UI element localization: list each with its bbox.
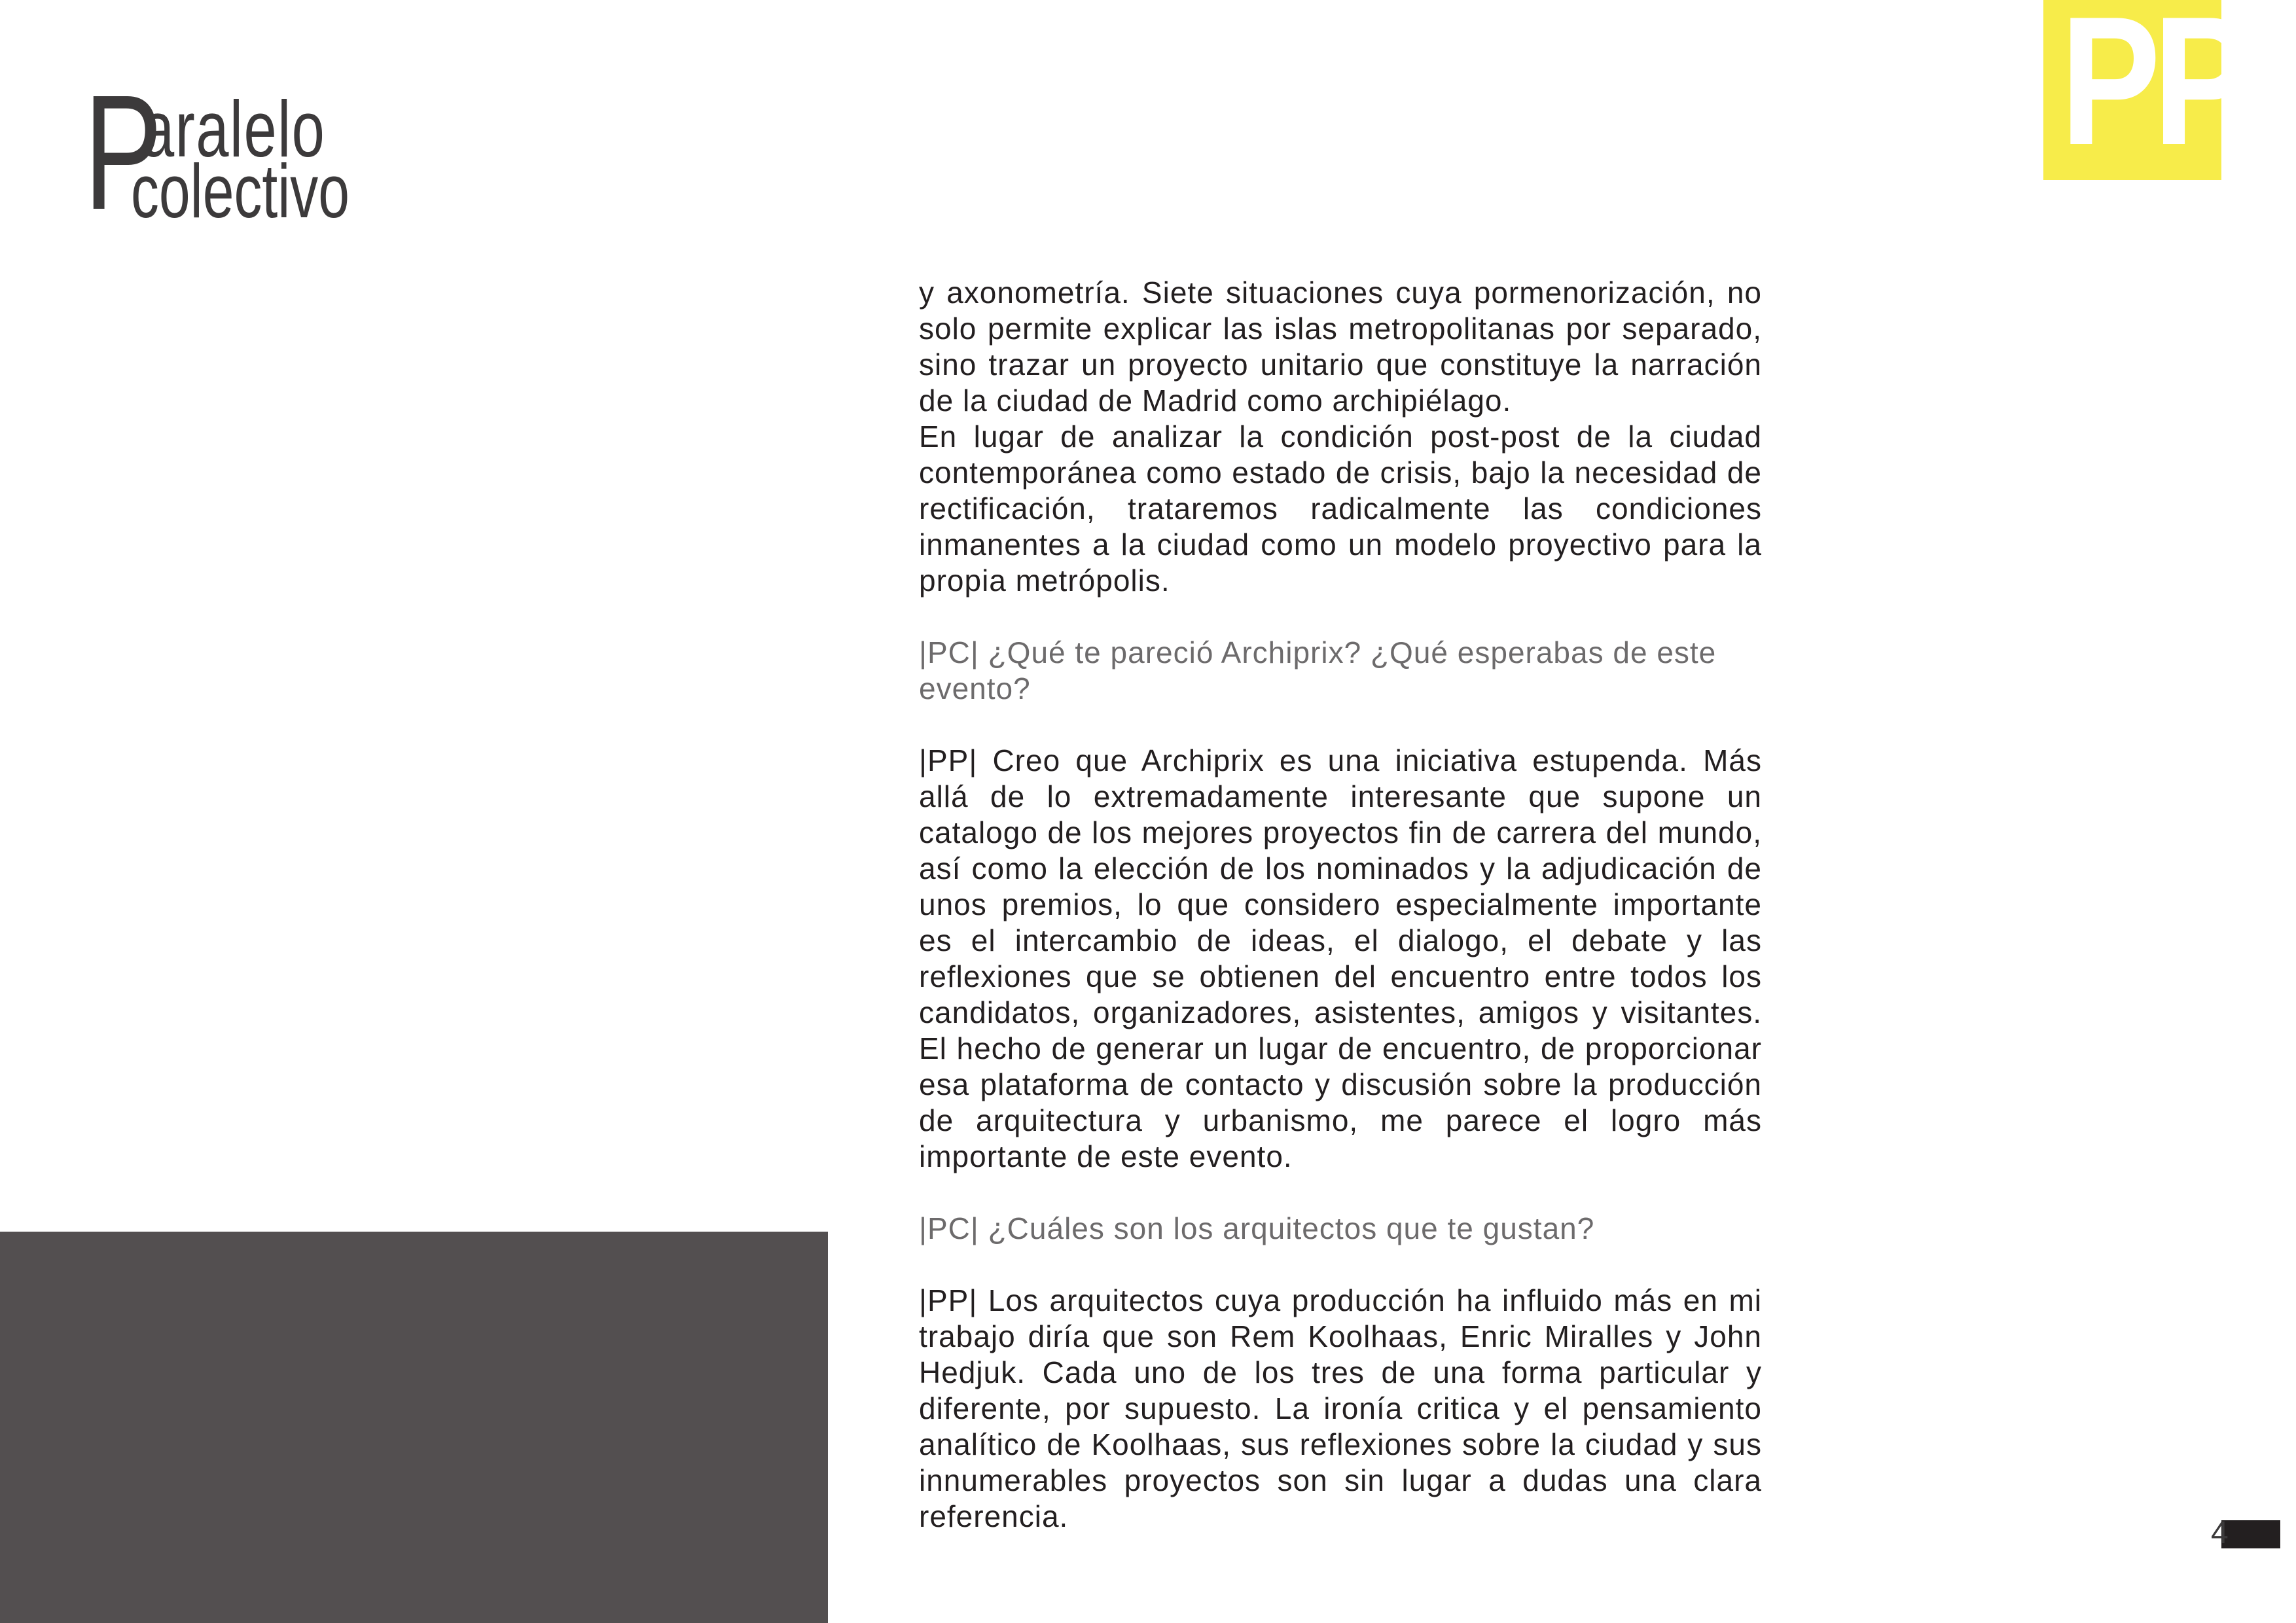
answer-architects: |PP| Los arquitectos cuya producción ha influido más en mi trabajo diría que son Rem Koolhaas, Enric Miralles y John Hedjuk. Cada uno de los tres de una forma particular y diferente, por supuesto. La ironía critica y el pensamiento analítico de Koolhaas, sus reflexiones sobre la ciudad y sus innumerables proyectos son sin lugar a dudas una clara referencia. xyxy=(919,1283,1762,1533)
page-number-tab xyxy=(2221,1520,2280,1548)
answer-archiprix: |PP| Creo que Archiprix es una iniciativa estupenda. Más allá de lo extremadamente interesante que supone un catalogo de los mejores proyectos fin de carrera del mundo, así como la elección de los nominados y la adjudicación de unos premios, lo que considero especialmente importante es el intercambio de ideas, el dialogo, el debate y las reflexiones que se obtienen del encuentro entre todos los candidatos, organizadores, asistentes, amigos y visitantes. El hecho de generar un lugar de encuentro, de proporcionar esa plataforma de contacto y discusión sobre la producción de arquitectura y urbanismo, me parece el logro más importante de este evento. xyxy=(919,743,1762,1173)
pp-badge-text: PP xyxy=(2060,0,2246,183)
logo-initial: P xyxy=(84,61,163,243)
article-body xyxy=(919,275,1762,1535)
page-number: 4 xyxy=(2211,1516,2229,1550)
logo-line-colectivo: colectivo xyxy=(131,149,350,234)
paragraph-metropolis: En lugar de analizar la condición post-post de la ciudad contemporánea como estado de crisis, bajo la necesidad de rectificación, trataremos radicalmente las condiciones inmanentes a la ciudad como un modelo proyectivo para la propia metrópolis. xyxy=(919,419,1762,597)
pp-badge xyxy=(2043,0,2246,183)
paragraph-intro: y axonometría. Siete situaciones cuya pormenorización, no solo permite explicar las islas metropolitanas por separado, sino trazar un proyecto unitario que constituye la narración de la ciudad de Madrid como archipiélago. xyxy=(919,276,1762,418)
logo-line-paralelo: aralelo xyxy=(141,84,326,173)
dark-image-block xyxy=(0,1232,828,1623)
question-archiprix: |PC| ¿Qué te pareció Archiprix? ¿Qué esperabas de este evento? xyxy=(919,635,1717,705)
question-architects: |PC| ¿Cuáles son los arquitectos que te gustan? xyxy=(919,1211,1595,1245)
paralelo-colectivo-logo xyxy=(84,61,385,243)
